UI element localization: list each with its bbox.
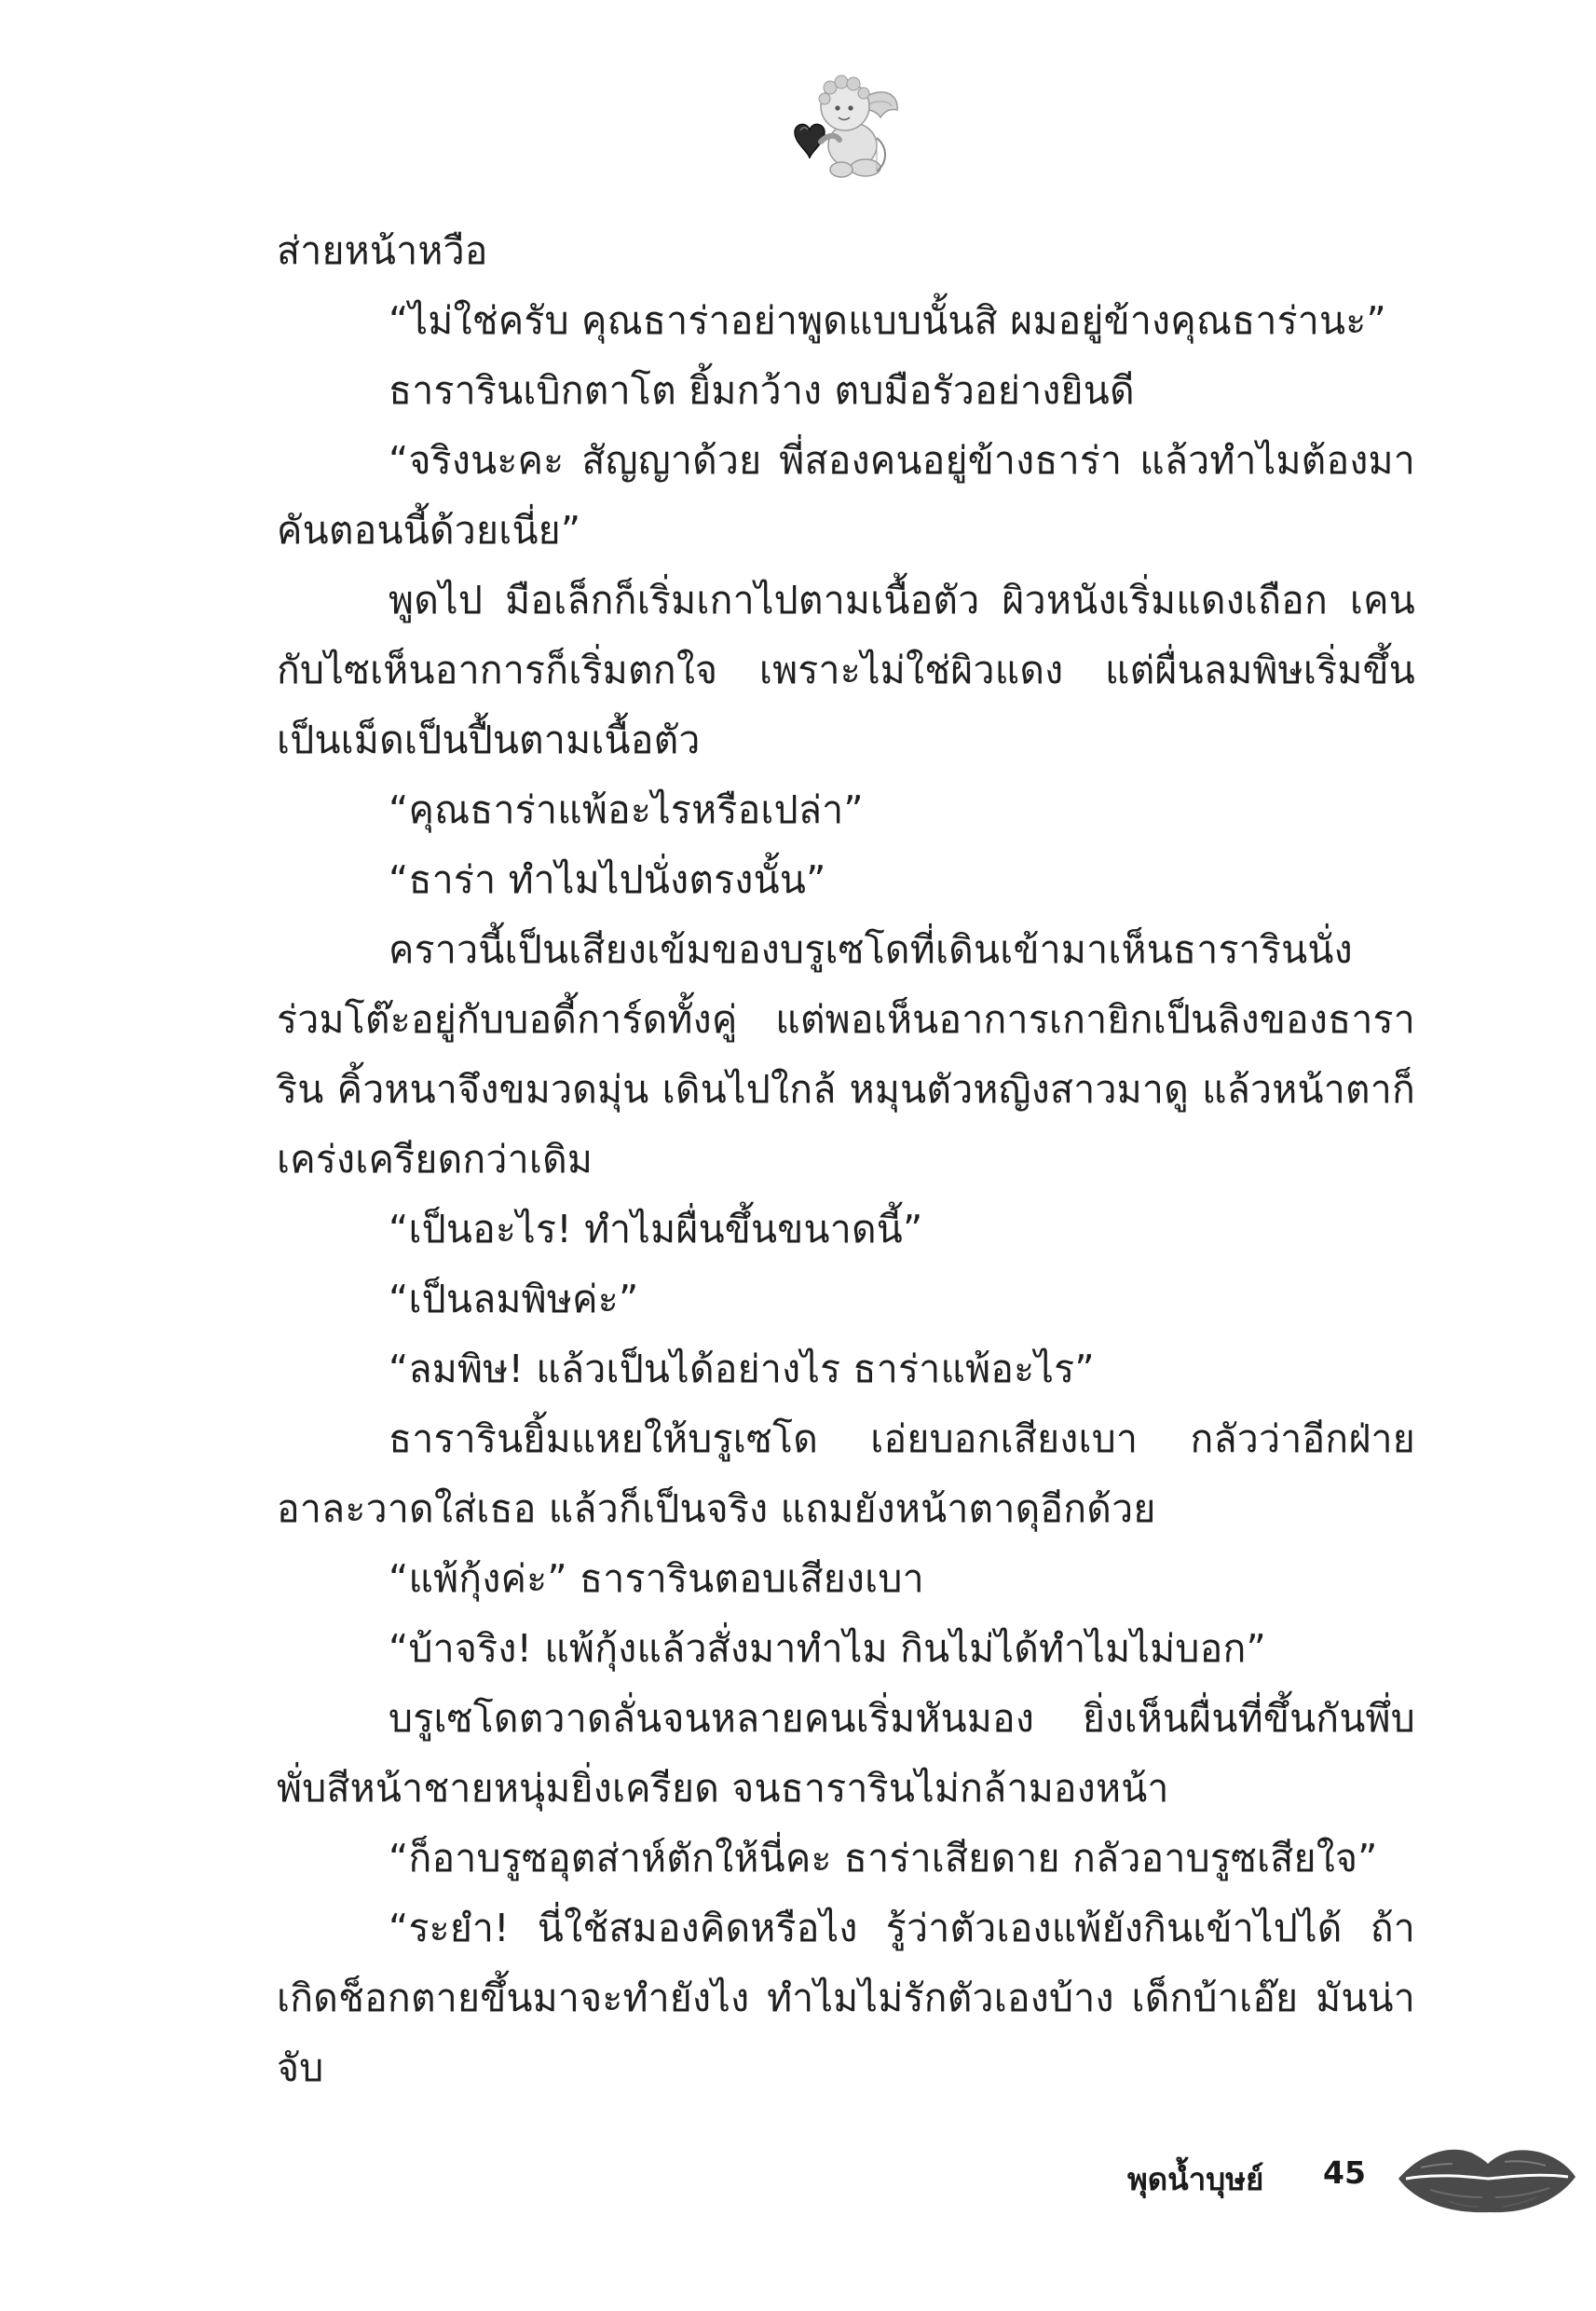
paragraph: “ก็อาบรูซอุตส่าห์ตักให้นี่คะ ธาร่าเสียดาย กลัวอาบรูซเสียใจ” [389, 1836, 1378, 1880]
paragraph: “เป็นลมพิษค่ะ” [389, 1277, 639, 1321]
lips-icon [1393, 2136, 1579, 2220]
paragraph: “ธาร่า ทำไมไปนั่งตรงนั้น” [389, 857, 826, 902]
book-title: พุดน้ำบุษย์ [1127, 2161, 1264, 2197]
paragraph: “บ้าจริง! แพ้กุ้งแล้วสั่งมาทำไม กินไม่ได้ทำไมไม่บอก” [389, 1626, 1266, 1671]
paragraph: “ระยำ! นี่ใช้สมองคิดหรือไง รู้ว่าตัวเองแพ้ยังกินเข้าไปได้ ถ้าเกิดช็อกตายขึ้นมาจะทำยังไง ทำไมไม่รักตัวเองบ้าง เด็กบ้าเอ๊ย มันน่าจับ [277, 1906, 1415, 2090]
paragraph: “แพ้กุ้งค่ะ” ธารารินตอบเสียงเบา [389, 1556, 924, 1601]
paragraph: คราวนี้เป็นเสียงเข้มของบรูเซโดที่เดินเข้ามาเห็นธารารินนั่งร่วมโต๊ะอยู่กับบอดี้การ์ดทั้งคู่ แต่พอเห็นอาการเกายิกเป็นลิงของธาราริน คิ้วหนาจึงขมวดมุ่น เดินไปใกล้ หมุนตัวหญิงสาวมาดู แล้วหน้าตาก็เคร่งเครียดกว่าเดิม [277, 927, 1415, 1182]
paragraph: พูดไป มือเล็กก็เริ่มเกาไปตามเนื้อตัว ผิวหนังเริ่มแดงเถือก เคนกับไซเห็นอาการก็เริ่มตกใจ เพราะไม่ใช่ผิวแดง แต่ผื่นลมพิษเริ่มขึ้นเป็นเม็ดเป็นปื้นตามเนื้อตัว [277, 578, 1415, 762]
page-footer [1071, 2136, 1444, 2220]
paragraph: “จริงนะคะ สัญญาด้วย พี่สองคนอยู่ข้างธาร่า แล้วทำไมต้องมาคันตอนนี้ด้วยเนี่ย” [277, 438, 1415, 553]
paragraph: บรูเซโดตวาดลั่นจนหลายคนเริ่มหันมอง ยิ่งเห็นผื่นที่ขึ้นกันพึ่บพั่บสีหน้าชายหนุ่มยิ่งเครียด จนธารารินไม่กล้ามองหน้า [277, 1696, 1415, 1811]
body-text [277, 216, 1415, 2103]
paragraph: ส่ายหน้าหวือ [277, 228, 488, 273]
paragraph: “เป็นอะไร! ทำไมผื่นขึ้นขนาดนี้” [389, 1207, 923, 1251]
paragraph: “ไม่ใช่ครับ คุณธาร่าอย่าพูดแบบนั้นสิ ผมอยู่ข้างคุณธาร่านะ” [389, 298, 1386, 343]
page-number: 45 [1323, 2154, 1366, 2191]
paragraph: ธารารินยิ้มแหยให้บรูเซโด เอ่ยบอกเสียงเบา กลัวว่าอีกฝ่ายอาละวาดใส่เธอ แล้วก็เป็นจริง แถมยังหน้าตาดุอีกด้วย [277, 1416, 1415, 1531]
cupid-heart-icon [787, 65, 908, 186]
paragraph: ธารารินเบิกตาโต ยิ้มกว้าง ตบมือรัวอย่างยินดี [389, 368, 1135, 413]
paragraph: “คุณธาร่าแพ้อะไรหรือเปล่า” [389, 787, 864, 832]
paragraph: “ลมพิษ! แล้วเป็นได้อย่างไร ธาร่าแพ้อะไร” [389, 1347, 1095, 1391]
